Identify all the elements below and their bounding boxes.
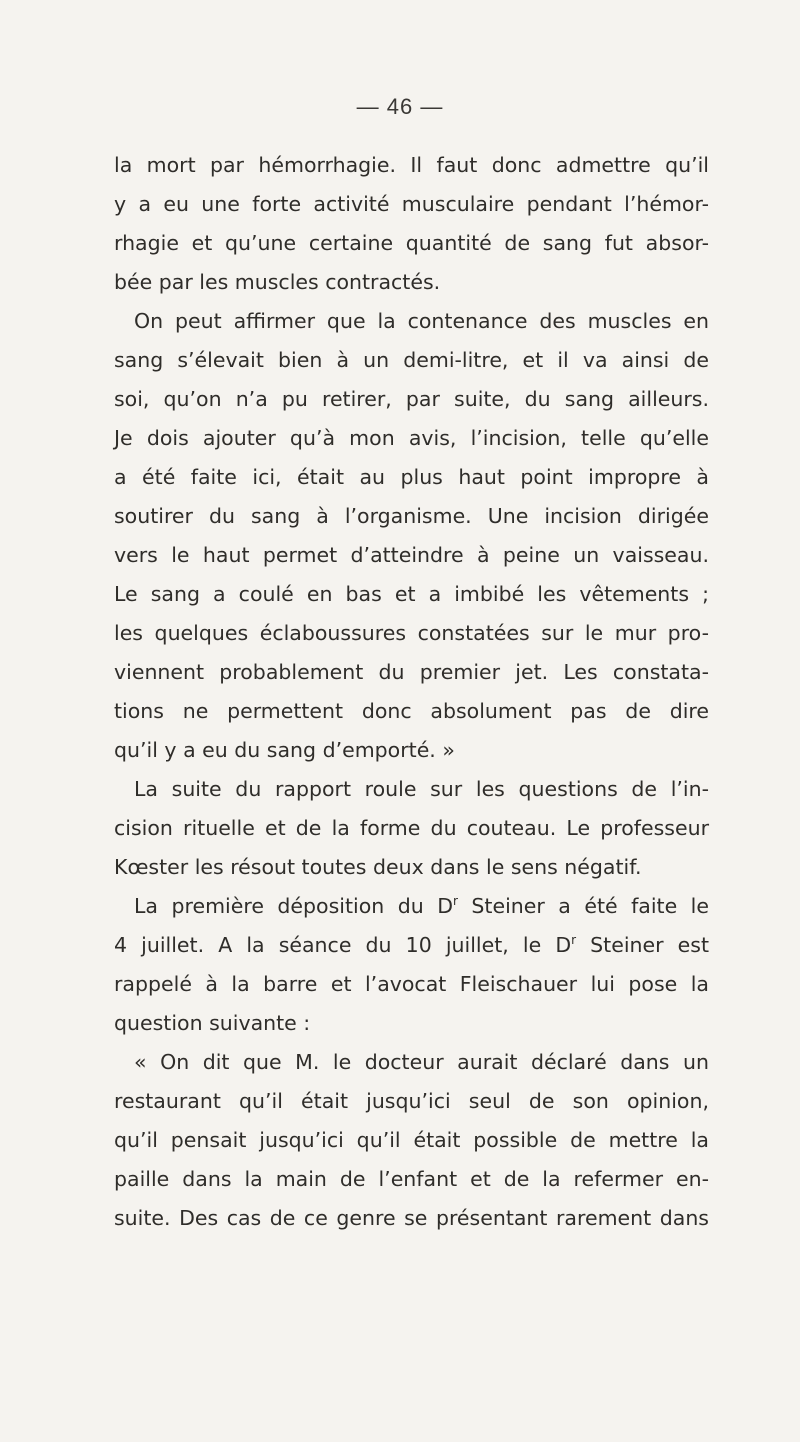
text-line: a été faite ici, était au plus haut point impropre à — [114, 465, 709, 489]
text-line: rappelé à la barre et l’avocat Fleischauer lui pose la — [114, 972, 709, 996]
text-line: Kœster les résout toutes deux dans le sens négatif. — [114, 855, 642, 879]
text-line: cision rituelle et de la forme du couteau. Le professeur — [114, 816, 709, 840]
doctor-abbrev-superscript: r — [453, 894, 458, 908]
text-line: Le sang a coulé en bas et a imbibé les vêtements ; — [114, 582, 709, 606]
text-line: viennent probablement du premier jet. Les constata- — [114, 660, 709, 684]
text-line: 4 juillet. A la séance du 10 juillet, le $D^r$ Steiner est — [114, 933, 709, 957]
paragraph-start-line: La première déposition du $D^r$ Steiner a été faite le — [134, 894, 709, 918]
body-text — [114, 146, 709, 1238]
text-line: la mort par hémorrhagie. Il faut donc admettre qu’il — [114, 153, 709, 177]
text-line: soi, qu’on n’a pu retirer, par suite, du sang ailleurs. — [114, 387, 709, 411]
text-line: suite. Des cas de ce genre se présentant rarement dans — [114, 1206, 709, 1230]
text-line: soutirer du sang à l’organisme. Une incision dirigée — [114, 504, 709, 528]
text-line: qu’il pensait jusqu’ici qu’il était possible de mettre la — [114, 1128, 709, 1152]
text-line: sang s’élevait bien à un demi-litre, et il va ainsi de — [114, 348, 709, 372]
text-line: restaurant qu’il était jusqu’ici seul de son opinion, — [114, 1089, 709, 1113]
text-line: bée par les muscles contractés. — [114, 270, 441, 294]
text-line: tions ne permettent donc absolument pas de dire — [114, 699, 709, 723]
text-line: question suivante : — [114, 1011, 311, 1035]
paragraph-start-line: « On dit que M. le docteur aurait déclaré dans un — [134, 1050, 709, 1074]
text-line: vers le haut permet d’atteindre à peine un vaisseau. — [114, 543, 709, 567]
text-line: qu’il y a eu du sang d’emporté. » — [114, 738, 455, 762]
text-line: paille dans la main de l’enfant et de la refermer en- — [114, 1167, 709, 1191]
paragraph-start-line: On peut affirmer que la contenance des muscles en — [134, 309, 709, 333]
text-line: Je dois ajouter qu’à mon avis, l’incision, telle qu’elle — [114, 426, 709, 450]
text-line: y a eu une forte activité musculaire pendant l’hémor- — [114, 192, 709, 216]
page-number: — 46 — — [356, 94, 444, 119]
text-line: rhagie et qu’une certaine quantité de sang fut absor- — [114, 231, 709, 255]
doctor-abbrev-superscript: r — [571, 933, 577, 947]
text-line: les quelques éclaboussures constatées sur le mur pro- — [114, 621, 709, 645]
paragraph-start-line: La suite du rapport roule sur les questions de l’in- — [134, 777, 709, 801]
